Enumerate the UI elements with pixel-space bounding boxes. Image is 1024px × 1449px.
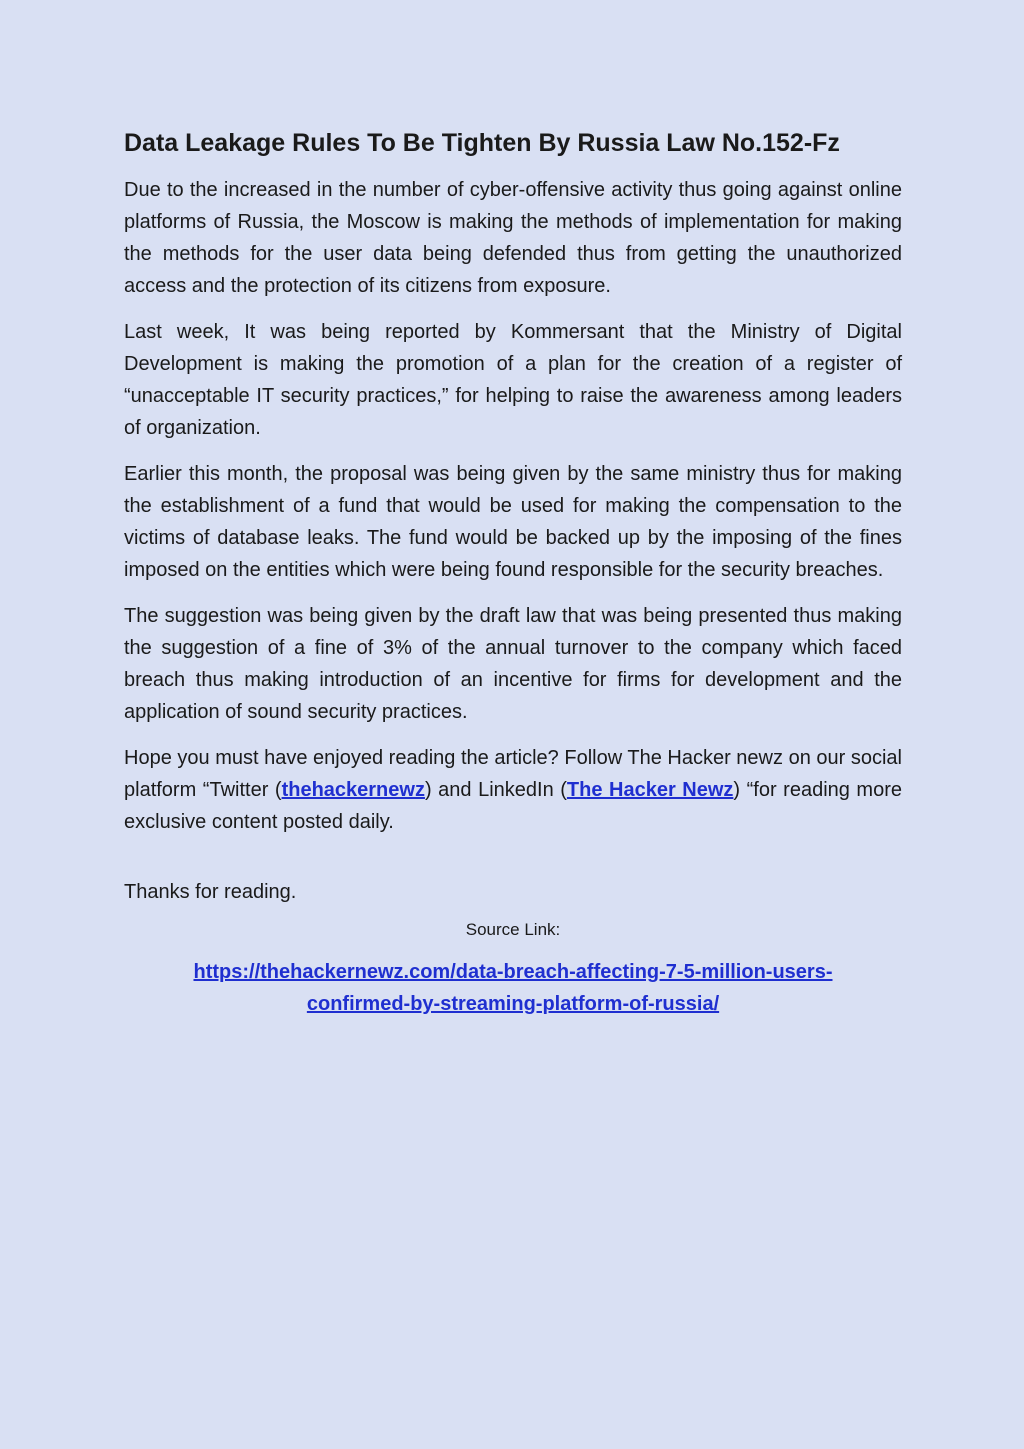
closing-text-1: Hope you must have enjoyed reading the article? Follow The Hacker newz on our social platform “Twitter ( [124, 747, 902, 801]
linkedin-link[interactable]: The Hacker Newz [566, 779, 734, 801]
closing-text-2: ) and LinkedIn ( [424, 779, 567, 801]
paragraph-3: Earlier this month, the proposal was being given by the same ministry thus for making the establishment of a fund that would be used for making the compensation to the victims of database leaks. The fund would be backed up by the imposing of the fines imposed on the entities which were being found responsible for the security breaches. [124, 463, 902, 581]
article-body [124, 126, 902, 1020]
paragraph-1: Due to the increased in the number of cyber-offensive activity thus going against online platforms of Russia, the Moscow is making the methods of implementation for making the methods for the user data being defended thus from getting the unauthorized access and the protection of its citizens from exposure. [124, 179, 902, 297]
closing-paragraph [124, 742, 902, 838]
source-link[interactable]: https://thehackernewz.com/data-breach-affecting-7-5-million-users-confirmed-by-streaming-platform-of-russia/ [193, 961, 833, 1015]
source-url-block [124, 956, 902, 1020]
paragraph-2: Last week, It was being reported by Kommersant that the Ministry of Digital Development is making the promotion of a plan for the creation of a register of “unacceptable IT security practices,” for helping to raise the awareness among leaders of organization. [124, 321, 902, 439]
closing-text-3: ) “for reading more exclusive content posted daily. [124, 779, 902, 833]
source-label: Source Link: [465, 920, 561, 939]
thanks-text: Thanks for reading. [124, 881, 297, 903]
twitter-link[interactable]: thehackernewz [281, 779, 425, 801]
article-title: Data Leakage Rules To Be Tighten By Russia Law No.152-Fz [124, 129, 840, 157]
paragraph-4: The suggestion was being given by the draft law that was being presented thus making the suggestion of a fine of 3% of the annual turnover to the company which faced breach thus making introduction of an incentive for firms for development and the application of sound security practices. [124, 605, 902, 723]
